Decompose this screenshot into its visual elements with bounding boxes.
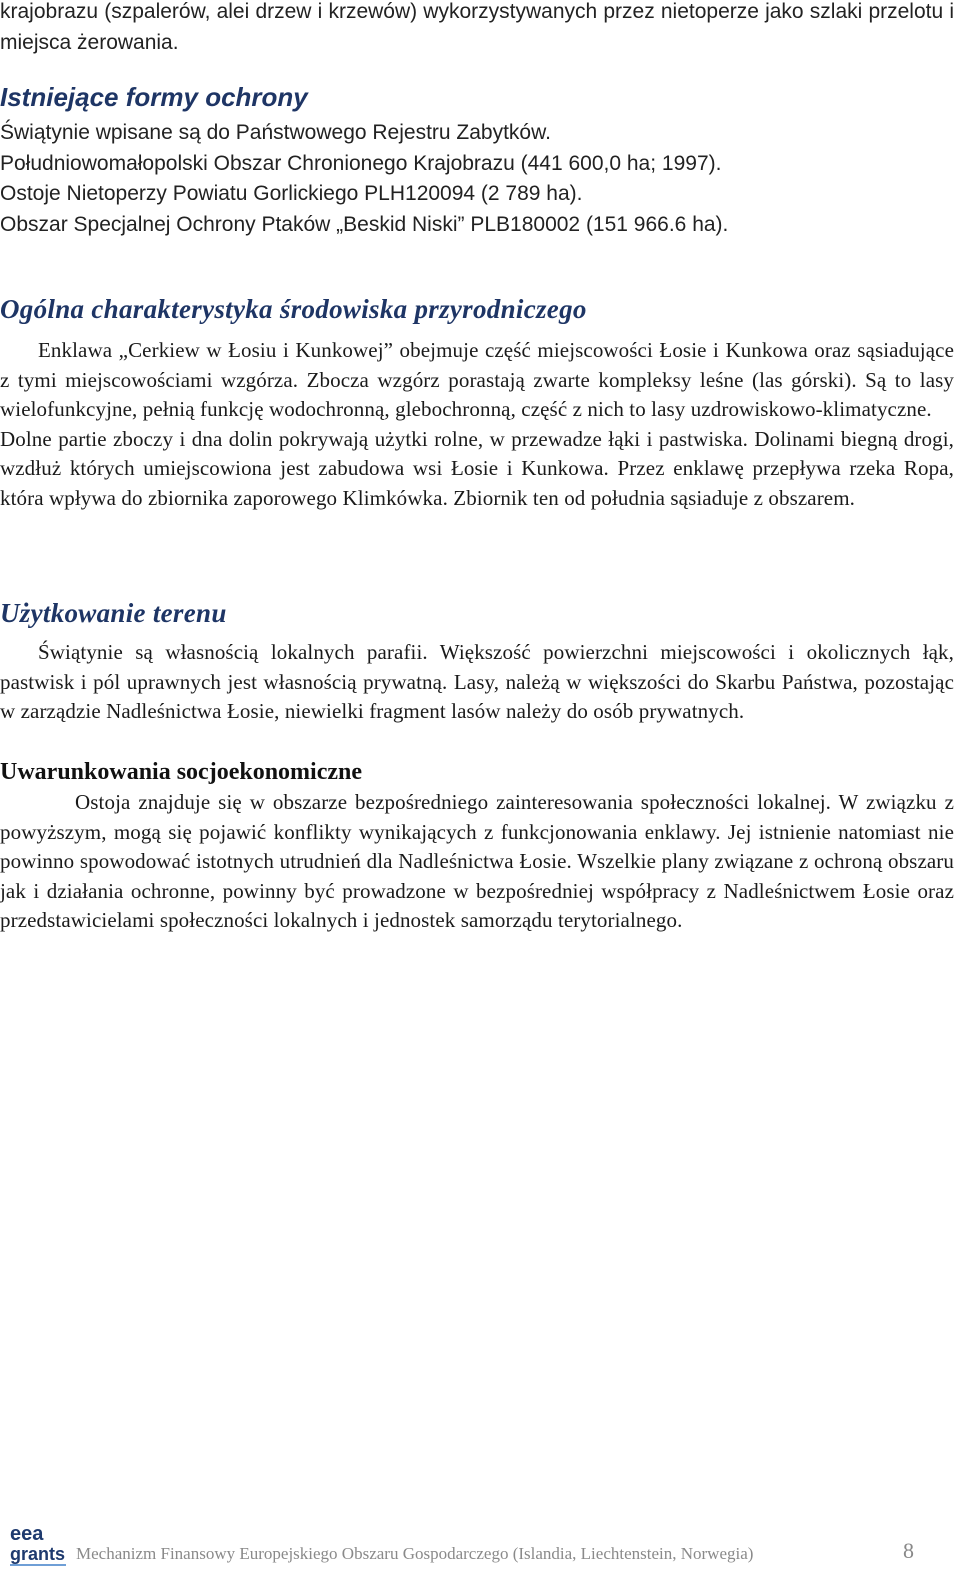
intro-paragraph: krajobrazu (szpalerów, alei drzew i krzewów) wykorzystywanych przez nietoperze jako szlaki przelotu i miejsca żerowania. — [0, 0, 954, 54]
eea-grants-logo-graphic — [8, 1516, 68, 1570]
protection-form-item: Ostoje Nietoperzy Powiatu Gorlickiego PLH120094 (2 789 ha). — [0, 182, 583, 205]
land-use-paragraph: Świątynie są własnością lokalnych parafii. Większość powierzchni miejscowości i okolicznych łąk, pastwisk i pól uprawnych jest własnością prywatną. Lasy, należą w większości do Skarbu Państwa, pozostając w zarządzie Nadleśnictwa Łosie, niewielki fragment lasów należy do osób prywatnych. — [0, 640, 954, 724]
environment-paragraph-2: Dolne partie zboczy i dna dolin pokrywają użytki rolne, w przewadze łąki i pastwiska. Dolinami biegną drogi, wzdłuż których umiejscowiona jest zabudowa wsi Łosie i Kunkowa. Przez enklawę przepływa rzeka Ropa, która wpływa do zbiornika zaporowego Klimkówka. Zbiornik ten od południa sąsiaduje z obszarem. — [0, 426, 954, 510]
protection-form-item: Obszar Specjalnej Ochrony Ptaków „Beskid Niski” PLB180002 (151 966.6 ha). — [0, 212, 729, 236]
environment-paragraph: Enklawa „Cerkiew w Łosiu i Kunkowej” obejmuje część miejscowości Łosie i Kunkowa oraz sąsiadujące z tymi miejscowościami wzgórza. Zbocza wzgórz porastają zwarte kompleksy leśne (las górski). Są to lasy wielofunkcyjne, pełnią funkcję wodochronną, glebochronną, część z nich to lasy uzdrowiskowo-klimatyczne. — [0, 338, 954, 422]
protection-form-item: Świątynie wpisane są do Państwowego Rejestru Zabytków. — [0, 121, 551, 144]
page-footer — [0, 1500, 960, 1572]
svg-text:grants: grants — [10, 1544, 66, 1564]
svg-text:eea: eea — [10, 1523, 44, 1545]
section-heading-protection-forms: Istniejące formy ochrony — [0, 82, 308, 112]
environment-section — [0, 336, 954, 514]
footer-program-name: Mechanizm Finansowy Europejskiego Obszaru Gospodarczego (Islandia, Liechtenstein, Norwegia) — [76, 1544, 754, 1563]
section-heading-socioeconomic: Uwarunkowania socjoekonomiczne — [0, 759, 363, 785]
protection-form-item: Południowomałopolski Obszar Chronionego Krajobrazu (441 600,0 ha; 1997). — [0, 151, 722, 175]
section-heading-environment: Ogólna charakterystyka środowiska przyrodniczego — [0, 294, 587, 324]
socioeconomic-paragraph: Ostoja znajduje się w obszarze bezpośredniego zainteresowania społeczności lokalnej. W związku z powyższym, mogą się pojawić konflikty wynikających z funkcjonowania enklawy. Jej istnienie natomiast nie powinno spowodować istotnych utrudnień dla Nadleśnictwa Łosie. Wszelkie plany związane z ochroną obszaru jak i działania ochronne, powinny być prowadzone w bezpośredniej współpracy z Nadleśnictwem Łosie oraz przedstawicielami społeczności lokalnych i jednostek samorządu terytorialnego. — [0, 790, 954, 933]
eea-grants-logo — [8, 1516, 68, 1570]
section-heading-land-use: Użytkowanie terenu — [0, 598, 227, 628]
page-number: 8 — [903, 1538, 914, 1563]
protection-forms-list — [0, 118, 954, 240]
